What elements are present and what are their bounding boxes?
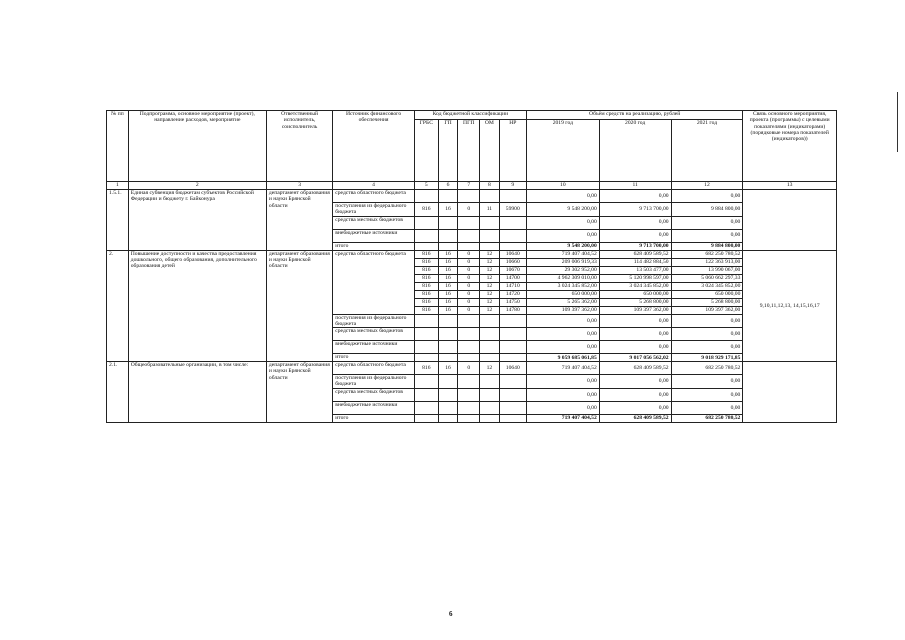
amount-2019: 0,00: [526, 190, 599, 203]
funding-source: внебюджетные источники: [333, 341, 415, 354]
funding-source: средства местных бюджетов: [333, 216, 415, 229]
code-grbs: 816: [414, 274, 438, 282]
code-gp: [438, 375, 458, 389]
amount-2019: 0,00: [526, 401, 599, 414]
amount-2021: 0,00: [671, 314, 743, 328]
code-om: 12: [480, 290, 500, 298]
code-gp: 16: [438, 250, 458, 258]
code-np: [499, 242, 526, 250]
code-grbs: [414, 190, 438, 203]
code-np: 14700: [499, 274, 526, 282]
funding-source: средства местных бюджетов: [333, 388, 415, 401]
code-np: [499, 190, 526, 203]
funding-source: поступления из федерального бюджета: [333, 203, 415, 217]
amount-2019: 0,00: [526, 216, 599, 229]
column-number-cell: 11: [599, 182, 671, 190]
code-pgp: 0: [458, 362, 480, 375]
code-om: [480, 242, 500, 250]
amount-2019: 4 962 309 010,00: [526, 274, 599, 282]
amount-2021: 0,00: [671, 388, 743, 401]
code-np: [499, 216, 526, 229]
amount-2019: 0,00: [526, 388, 599, 401]
column-number-cell: 13: [743, 182, 837, 190]
amount-2021: 13 990 067,00: [671, 266, 743, 274]
code-om: 11: [480, 203, 500, 217]
amount-2021: 5 060 662 297,33: [671, 274, 743, 282]
total-2021: 9 018 929 171,85: [671, 354, 743, 362]
header-om: ОМ: [480, 120, 500, 182]
amount-2019: 29 302 952,00: [526, 266, 599, 274]
header-grbs: ГРБС: [414, 120, 438, 182]
amount-2020: 0,00: [599, 388, 671, 401]
total-2021: 682 250 780,52: [671, 414, 743, 422]
header-executor: Ответственный исполнитель, соисполнитель: [266, 111, 332, 182]
amount-2021: 5 268 800,00: [671, 298, 743, 306]
code-np: [499, 414, 526, 422]
code-pgp: [458, 341, 480, 354]
code-om: 12: [480, 282, 500, 290]
code-np: 14720: [499, 290, 526, 298]
amount-2020: 0,00: [599, 328, 671, 341]
code-om: [480, 401, 500, 414]
total-2020: 628 409 589,52: [599, 414, 671, 422]
amount-2020: 0,00: [599, 401, 671, 414]
code-grbs: [414, 375, 438, 389]
amount-2019: 209 006 919,33: [526, 258, 599, 266]
amount-2019: 3 024 345 852,00: [526, 282, 599, 290]
total-2021: 9 884 800,00: [671, 242, 743, 250]
code-gp: 16: [438, 266, 458, 274]
table-header-row: [107, 111, 837, 120]
funding-source: средства областного бюджета: [333, 250, 415, 314]
amount-2020: 0,00: [599, 341, 671, 354]
table-row: [107, 250, 837, 258]
amount-2019: 0,00: [526, 314, 599, 328]
code-om: 12: [480, 250, 500, 258]
code-gp: [438, 328, 458, 341]
code-grbs: 816: [414, 203, 438, 217]
code-gp: 16: [438, 306, 458, 314]
code-gp: 16: [438, 274, 458, 282]
row-number: 2.1.: [107, 362, 129, 423]
code-grbs: 816: [414, 306, 438, 314]
code-np: 14710: [499, 282, 526, 290]
executor: департамент образования и науки Брянской области: [266, 362, 332, 423]
code-grbs: 816: [414, 298, 438, 306]
code-pgp: [458, 190, 480, 203]
code-grbs: [414, 354, 438, 362]
column-number-row: [107, 182, 837, 190]
code-om: [480, 341, 500, 354]
amount-2020: 114 482 884,50: [599, 258, 671, 266]
amount-2020: 5 120 998 597,00: [599, 274, 671, 282]
header-source: Источник финансового обеспечения: [333, 111, 415, 182]
code-pgp: 0: [458, 274, 480, 282]
amount-2021: 650 000,00: [671, 290, 743, 298]
amount-2019: 719 407 404,52: [526, 362, 599, 375]
code-pgp: [458, 414, 480, 422]
code-gp: [438, 401, 458, 414]
column-number-cell: 9: [499, 182, 526, 190]
code-pgp: [458, 328, 480, 341]
header-gp: ГП: [438, 120, 458, 182]
code-pgp: [458, 388, 480, 401]
code-grbs: [414, 314, 438, 328]
header-2020: 2020 год: [599, 120, 671, 182]
code-np: 14780: [499, 306, 526, 314]
code-np: [499, 229, 526, 242]
code-gp: [438, 354, 458, 362]
code-grbs: [414, 328, 438, 341]
code-np: [499, 388, 526, 401]
code-grbs: 816: [414, 266, 438, 274]
amount-2019: 0,00: [526, 328, 599, 341]
code-np: [499, 341, 526, 354]
amount-2021: 3 024 345 852,00: [671, 282, 743, 290]
activity-name: Общеобразовательные организации, в том числе:: [128, 362, 266, 423]
code-gp: [438, 314, 458, 328]
code-om: [480, 190, 500, 203]
amount-2020: 650 000,00: [599, 290, 671, 298]
column-number-cell: 2: [128, 182, 266, 190]
code-pgp: 0: [458, 258, 480, 266]
budget-table: [106, 110, 837, 423]
code-np: [499, 375, 526, 389]
code-om: 12: [480, 298, 500, 306]
code-pgp: 0: [458, 282, 480, 290]
code-np: 59900: [499, 203, 526, 217]
code-grbs: [414, 414, 438, 422]
column-number-cell: 5: [414, 182, 438, 190]
amount-2021: 9 884 800,00: [671, 203, 743, 217]
total-2020: 9 017 056 562,02: [599, 354, 671, 362]
amount-2020: 628 409 589,52: [599, 250, 671, 258]
code-om: 12: [480, 362, 500, 375]
code-np: 10660: [499, 258, 526, 266]
code-grbs: [414, 242, 438, 250]
amount-2019: 5 265 362,00: [526, 298, 599, 306]
code-np: 10640: [499, 250, 526, 258]
code-np: 14750: [499, 298, 526, 306]
code-gp: 16: [438, 258, 458, 266]
header-volume: Объём средств на реализацию, рублей: [526, 111, 742, 120]
code-gp: [438, 216, 458, 229]
total-2019: 719 407 404,52: [526, 414, 599, 422]
code-grbs: 816: [414, 258, 438, 266]
column-number-cell: 1: [107, 182, 129, 190]
amount-2021: 109 397 362,00: [671, 306, 743, 314]
amount-2020: 0,00: [599, 216, 671, 229]
amount-2021: 0,00: [671, 401, 743, 414]
row-number: 1.5.1.: [107, 190, 129, 251]
code-pgp: 0: [458, 250, 480, 258]
executor: департамент образования и науки Брянской области: [266, 250, 332, 362]
code-om: 12: [480, 266, 500, 274]
column-number-cell: 8: [480, 182, 500, 190]
code-grbs: [414, 341, 438, 354]
amount-2020: 3 024 345 852,00: [599, 282, 671, 290]
funding-source: средства областного бюджета: [333, 362, 415, 375]
total-2019: 9 059 685 061,85: [526, 354, 599, 362]
amount-2020: 109 397 362,00: [599, 306, 671, 314]
code-gp: [438, 190, 458, 203]
column-number-cell: 10: [526, 182, 599, 190]
page-edge-line: [897, 92, 898, 152]
amount-2020: 0,00: [599, 190, 671, 203]
code-gp: 16: [438, 290, 458, 298]
code-pgp: [458, 401, 480, 414]
amount-2020: 13 503 477,00: [599, 266, 671, 274]
column-number-cell: 3: [266, 182, 332, 190]
amount-2019: 109 397 362,00: [526, 306, 599, 314]
indicator-link: [743, 362, 837, 423]
code-om: 12: [480, 306, 500, 314]
amount-2020: 0,00: [599, 229, 671, 242]
code-gp: 16: [438, 203, 458, 217]
total-label: итого: [333, 242, 415, 250]
code-grbs: 816: [414, 282, 438, 290]
amount-2020: 0,00: [599, 314, 671, 328]
code-np: [499, 314, 526, 328]
code-om: [480, 229, 500, 242]
code-grbs: 816: [414, 290, 438, 298]
code-pgp: 0: [458, 298, 480, 306]
amount-2019: 719 407 404,52: [526, 250, 599, 258]
code-om: [480, 328, 500, 341]
amount-2019: 9 548 200,00: [526, 203, 599, 217]
header-budget-code: Код бюджетной классификации: [414, 111, 526, 120]
amount-2020: 9 713 700,00: [599, 203, 671, 217]
header-pgp: ПГП: [458, 120, 480, 182]
code-np: [499, 354, 526, 362]
code-pgp: 0: [458, 266, 480, 274]
code-pgp: [458, 375, 480, 389]
code-pgp: 0: [458, 306, 480, 314]
activity-name: Единая субвенция бюджетам субъектов Российской Федерации и бюджету г. Байконура: [128, 190, 266, 251]
amount-2020: 5 268 800,00: [599, 298, 671, 306]
code-pgp: [458, 229, 480, 242]
funding-source: средства местных бюджетов: [333, 328, 415, 341]
code-grbs: [414, 388, 438, 401]
code-pgp: [458, 242, 480, 250]
code-om: [480, 388, 500, 401]
table-row: [107, 362, 837, 375]
code-gp: 16: [438, 298, 458, 306]
code-gp: 16: [438, 362, 458, 375]
amount-2021: 0,00: [671, 328, 743, 341]
code-om: 12: [480, 258, 500, 266]
column-number-cell: 4: [333, 182, 415, 190]
amount-2020: 0,00: [599, 375, 671, 389]
code-pgp: [458, 354, 480, 362]
code-np: 10640: [499, 362, 526, 375]
code-np: [499, 328, 526, 341]
amount-2019: 650 000,00: [526, 290, 599, 298]
amount-2021: 682 250 780,52: [671, 362, 743, 375]
funding-source: поступления из федерального бюджета: [333, 314, 415, 328]
code-gp: [438, 229, 458, 242]
code-gp: [438, 388, 458, 401]
funding-source: средства областного бюджета: [333, 190, 415, 203]
funding-source: внебюджетные источники: [333, 229, 415, 242]
code-grbs: [414, 401, 438, 414]
amount-2021: 0,00: [671, 341, 743, 354]
total-2019: 9 548 200,00: [526, 242, 599, 250]
amount-2019: 0,00: [526, 341, 599, 354]
code-gp: [438, 242, 458, 250]
header-2021: 2021 год: [671, 120, 743, 182]
header-2019: 2019 год: [526, 120, 599, 182]
funding-source: внебюджетные источники: [333, 401, 415, 414]
total-2020: 9 713 700,00: [599, 242, 671, 250]
indicator-link: 9,10,11,12,13, 14,15,16,17: [743, 250, 837, 362]
amount-2020: 628 409 589,52: [599, 362, 671, 375]
header-num: № пп: [107, 111, 129, 182]
header-np: НР: [499, 120, 526, 182]
amount-2019: 0,00: [526, 229, 599, 242]
amount-2021: 0,00: [671, 190, 743, 203]
code-pgp: [458, 216, 480, 229]
amount-2021: 122 363 913,00: [671, 258, 743, 266]
code-grbs: 816: [414, 362, 438, 375]
row-number: 2.: [107, 250, 129, 362]
code-om: [480, 354, 500, 362]
executor: департамент образования и науки Брянской области: [266, 190, 332, 251]
code-np: [499, 401, 526, 414]
header-name: Подпрограмма, основное мероприятие (проект), направление расходов, мероприятие: [128, 111, 266, 182]
code-grbs: [414, 216, 438, 229]
activity-name: Повышение доступности и качества предоставления дошкольного, общего образования, дополнительного образования детей: [128, 250, 266, 362]
column-number-cell: 7: [458, 182, 480, 190]
header-link: Связь основного мероприятия, проекта (программы) с целевыми показателями (индикаторами) (порядковые номера показателей (индикаторов)): [743, 111, 837, 182]
code-gp: [438, 341, 458, 354]
code-om: [480, 216, 500, 229]
code-om: [480, 414, 500, 422]
column-number-cell: 12: [671, 182, 743, 190]
page-number: 6: [449, 610, 453, 618]
code-om: [480, 375, 500, 389]
code-pgp: [458, 314, 480, 328]
table-row: [107, 190, 837, 203]
code-pgp: 0: [458, 290, 480, 298]
code-np: 10670: [499, 266, 526, 274]
code-grbs: [414, 229, 438, 242]
amount-2019: 0,00: [526, 375, 599, 389]
code-om: [480, 314, 500, 328]
column-number-cell: 6: [438, 182, 458, 190]
code-gp: 16: [438, 282, 458, 290]
indicator-link: [743, 190, 837, 251]
total-label: итого: [333, 414, 415, 422]
total-label: итого: [333, 354, 415, 362]
code-om: 12: [480, 274, 500, 282]
funding-source: поступления из федерального бюджета: [333, 375, 415, 389]
amount-2021: 682 250 780,52: [671, 250, 743, 258]
amount-2021: 0,00: [671, 216, 743, 229]
code-pgp: 0: [458, 203, 480, 217]
code-grbs: 816: [414, 250, 438, 258]
code-gp: [438, 414, 458, 422]
amount-2021: 0,00: [671, 229, 743, 242]
amount-2021: 0,00: [671, 375, 743, 389]
